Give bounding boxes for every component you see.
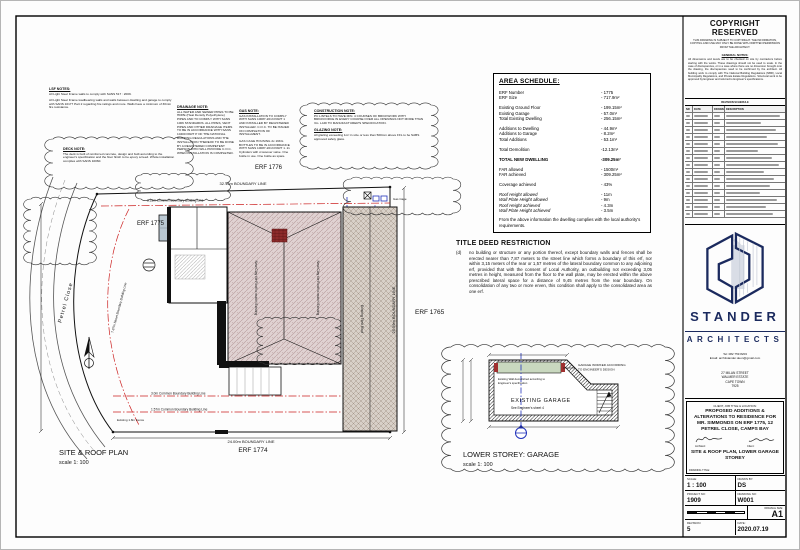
- drawing-title-label: DRAWING TITLE:: [689, 469, 710, 472]
- slab-end-left: [494, 363, 498, 372]
- glazing-note-body: All glazing exceeding 1m² in size or less than 500mm above FFL to be SABS approved safety glass.: [314, 132, 420, 141]
- drainage-note-title: DRAINAGE NOTE:: [177, 105, 209, 109]
- field-scale: [685, 476, 736, 490]
- revision-row: [685, 183, 785, 190]
- project-no-value: 1909: [687, 496, 701, 504]
- revision-header-nr: NR: [685, 106, 693, 112]
- revision-row: [685, 120, 785, 127]
- deck-note-body: The deck is built of reinforced concrete, design and built according to the engineer's specification and the floor finish to be epoxy screed. Whole installation complies with SANS 10060.: [63, 151, 175, 164]
- revision-header-date: DATE: [693, 106, 713, 112]
- revision-row: [685, 211, 785, 218]
- area-schedule-row: Total Existing Dwelling - 256.15m²: [499, 116, 622, 122]
- area-schedule: [493, 73, 651, 233]
- area-schedule-row: Existing Garage - 57.0m²: [499, 110, 617, 116]
- field-original-size: [748, 506, 785, 519]
- boundary-top-label: 32.13m BOUNDARY LINE: [219, 181, 267, 186]
- contact-tel: Tel: 082 759 8203: [723, 352, 747, 356]
- drainage-note-body: ALL WATER AND SEWER PIPES TO BE HDPE (Heat Density Polyethylene) PIPES AND TO COMPLY WITH SANS 1006 STANDARDS. ALL PIPES, VENT PIPES AND OTHER DRAINAGE ITEMS TO BE IN ACCORDANCE WITH SANS 10400 PART P OF THE NATIONAL BUILDING REGULATIONS AND THE INSTALLATION THEREOF TO BE DONE BY A REGISTERED COMPETENT PERSON WHO WILL PROVIDE C.O.C. WHEN INSTALLATION IS COMPLETED.: [177, 109, 234, 156]
- scale-value: 1 : 100: [687, 481, 707, 489]
- area-schedule-row: Additions to Dwelling - 44.9m²: [499, 126, 617, 132]
- area-schedule-row: Additions to Garage - 8.2m²: [499, 131, 615, 137]
- area-schedule-row: Existing Ground Floor - 199.15m²: [499, 105, 622, 111]
- date-value: 2020.07.19: [737, 525, 769, 533]
- garage-plan: [442, 345, 675, 472]
- gas-note-title: GAS NOTE:: [239, 109, 259, 113]
- client-text: PROPOSED ADDITIONS & ALTERATIONS TO RESIDENCE FOR MR. SIMMONDS ON ERF 1775, 12 PETREL CLOSE, CAMPS BAY: [693, 408, 777, 432]
- project-no-label: PROJECT NO:: [687, 492, 706, 496]
- deck-note-title: DECK NOTE:: [63, 147, 86, 151]
- address-line-1: 27 MILAN STREET: [721, 371, 749, 375]
- area-schedule-row: Roof Height achieved - 4.3m: [499, 202, 614, 208]
- lsf-notes-p2: All Light Steel Frame loadbearing walls and walls between dwelling and garage to comply with SANS 10177 Part 2 regarding fire ratings and more. Walls have a minimum of 30min fire resistance.: [49, 97, 172, 110]
- area-schedule-row: FAR achieved - 309.25m²: [499, 171, 622, 177]
- title-deed-title: TITLE DEED RESTRICTION: [456, 240, 551, 247]
- revision-row: [685, 127, 785, 134]
- firm-subtitle: ARCHITECTS: [685, 331, 785, 345]
- field-project-no: [685, 491, 736, 505]
- title-deed-item: (d): [456, 250, 462, 255]
- signature-client: [747, 434, 775, 448]
- revision-row: [685, 197, 785, 204]
- gas-note-p1: GAS INSTALLATION TO COMPLY WITH SANS 10087-2013 PART 1 AND INSTALLED BY REGISTERED INSTALLER. C.O.C. TO BE ISSUED ON COMPLETION OF INSTALLMENT.: [239, 113, 290, 137]
- field-drawn-by: [736, 476, 786, 490]
- architect-logo: [685, 225, 785, 311]
- erf-site-label: ERF 1775: [137, 221, 165, 227]
- gas-note-p2: GAS CAGE HOUSING 2x 19KG BOTTLES TO BE IN ACCORDANCE WITH SANS 10087-2013 PART 1. 2x Cylinders with crossover valve. One bottle in use. One bottle as spare.: [239, 138, 290, 158]
- copyright-small: THIS DRAWING IS SUBJECT TO COPYRIGHT. THE INFORMATION, COPYING AND USE MAY ONLY BE DONE WITH WRITTEN PERMISSION FROM THE ARCHITECT.: [689, 39, 781, 49]
- drawing-no-value: W001: [737, 496, 754, 504]
- drainage-note: [177, 105, 234, 159]
- construction-glazing-notes: [314, 109, 424, 144]
- area-schedule-row: Total Demolition -12.13m²: [499, 146, 619, 152]
- brick-patch: [272, 229, 287, 242]
- area-schedule-row: FAR allowed - 1500m²: [499, 166, 619, 172]
- signature-architect: [695, 434, 723, 448]
- boundary-right-label: 25.59m BOUNDARY LINE: [391, 286, 396, 334]
- drawn-by-label: DRAWN BY:: [737, 477, 754, 481]
- drawn-by-value: DS: [737, 481, 747, 489]
- titleblock-fields: [685, 476, 785, 536]
- revision-schedule: [685, 99, 785, 225]
- revision-row: [685, 155, 785, 162]
- building-line-157-label: 1.57m Common Boundary Building Line: [151, 407, 208, 412]
- revision-row: [685, 134, 785, 141]
- revision-row: [685, 162, 785, 169]
- site-plan: [24, 165, 461, 466]
- existing-roof: [343, 207, 397, 431]
- fence-label: Existing 1.8m Fence: [117, 418, 145, 422]
- area-schedule-row: Wall Plate Height allowed - 9m: [499, 197, 610, 203]
- slab-end-right: [561, 363, 565, 372]
- street-label: Petrel Close: [57, 281, 75, 324]
- architect-signature-label: Architect:: [695, 444, 706, 448]
- drawing-no-label: DRAWING NO:: [737, 492, 757, 496]
- sheet-linework: [1, 1, 800, 550]
- erf-bottom-label: ERF 1774: [238, 447, 268, 454]
- area-schedule-row: Wall Plate Height achieved - 3.5m: [499, 208, 614, 213]
- lsf-notes: [49, 87, 173, 113]
- architect-signature-scribble: [695, 434, 723, 444]
- area-schedule-title: AREA SCHEDULE:: [499, 78, 560, 85]
- garage-room-label: EXISTING GARAGE: [511, 398, 571, 404]
- client-signature-label: Client:: [747, 444, 755, 448]
- area-schedule-row: ERF Size - 717.9m²: [499, 95, 620, 101]
- building-line-top-label: 3.15m Common Boundary Building Line: [147, 198, 204, 203]
- revision-row: [685, 190, 785, 197]
- boundary-bottom-label: 24.00m BOUNDARY LINE: [227, 439, 275, 444]
- client-signature-scribble: [747, 434, 775, 444]
- area-schedule-row: Coverage achieved - 43%: [499, 181, 613, 187]
- field-revision: [685, 520, 736, 535]
- general-notes-title: GENERAL NOTES:: [721, 52, 749, 57]
- garage-annotation-1: GARAGE WORKED ACCORDING: [578, 363, 626, 367]
- site-plan-title: SITE & ROOF PLAN: [59, 448, 129, 457]
- annex-block: [159, 207, 227, 303]
- copyright-block: [685, 17, 785, 99]
- garage-wall-note-1: Existing Wall demolished according to: [498, 377, 545, 381]
- original-size-value: A1: [771, 509, 783, 519]
- copyright-title: COPYRIGHT RESERVED: [709, 19, 761, 37]
- area-schedule-row: Total Additions - 53.1m²: [499, 136, 617, 142]
- title-deed-text: no building or structure or any portion thereof, except boundary walls and fences shall be erected nearer than 7,87 meters to the street line which forms a boundary of this erf, nor within 3,15 meters of the rear or 1,57 metres of the lateral boundary common to any adjoining erf, provided that with the consent of Local Authority, an outbuilding not exceeding 3,05 metres in height, measured from the floor to the wall plate, may be erected within the above prescribed lateral space for a distance of 9,45 metres from the rear boundary. On consolidation of any two or more erven, this condition shall apply to the consolidated area as one erf.: [469, 250, 652, 294]
- building-line-street-label: 7.87m Street Boundary Building Line: [110, 282, 128, 334]
- deck-note: [63, 147, 175, 166]
- lsf-notes-p1: All Light Steel Frame walls to comply with SANS 517 : 2009.: [49, 91, 132, 96]
- revision-row: [685, 176, 785, 183]
- field-drawing-no: [736, 491, 786, 505]
- revision-row: [685, 141, 785, 148]
- drawing-title: SITE & ROOF PLAN, LOWER GARAGE STOREY: [691, 449, 779, 461]
- garage-scale: scale 1: 100: [463, 462, 493, 468]
- revision-label: REVISION:: [687, 521, 702, 525]
- contact-block: [685, 349, 785, 369]
- garage-new-slab: [497, 362, 561, 373]
- area-schedule-row: Roof Height allowed - 11m: [499, 191, 612, 197]
- garage-room-sub: See Engineer's sheet 4: [511, 406, 544, 410]
- revision-row: [685, 204, 785, 211]
- original-size-label: ORIGINAL SIZE:: [764, 507, 783, 510]
- erf-top-label: ERF 1776: [255, 165, 283, 171]
- revision-row: [685, 113, 785, 120]
- scale-bar: [687, 511, 745, 514]
- north-arrow: [84, 337, 94, 369]
- area-schedule-row: ERF Number - 1775: [499, 90, 614, 95]
- garage-annotation-2: TO ENGINEER'S DESIGN: [578, 367, 615, 372]
- firm-name: STANDER: [690, 309, 780, 324]
- area-schedule-footer: From the above information the dwelling complies with the local authority's requirements.: [499, 217, 641, 228]
- construction-note-title: CONSTRUCTION NOTE:: [314, 109, 356, 113]
- site-plan-scale: scale 1: 100: [59, 460, 89, 466]
- building-line-3m-label: 3.0m Common Boundary Building Line: [151, 391, 206, 396]
- glazing-note-title: GLAZING NOTE:: [314, 128, 343, 133]
- construction-note-body: PC LINTELS TO HAVE MIN. 4 COURSES OF BRICKWORK WITH BRICKFORCE IN EVERY COURSE OVER ALL OPENINGS NOT MORE THAN 3m. LAID TO MANUFACTURER'S SPECIFICATION.: [314, 113, 424, 126]
- gas-cage-label: Gas Cage: [393, 197, 407, 201]
- address-line-4: 7925: [731, 384, 739, 389]
- address-line-3: CAPE TOWN: [725, 379, 745, 384]
- area-schedule-rows: [499, 90, 645, 213]
- roof-label-2: New Clay tile Roof to match Existing: [316, 260, 320, 316]
- existing-roof-label: Existing Tiled Roof: [360, 304, 364, 334]
- client-label: CLIENT, JOB TITLE & LOCATION:: [713, 403, 757, 408]
- revision-row: [685, 169, 785, 176]
- gas-note: [239, 109, 291, 161]
- field-scale-bar: [685, 506, 748, 519]
- garage-wall-note-2: Engineer's specification: [498, 380, 528, 385]
- revision-row: [685, 148, 785, 155]
- revision-header-desc: DESCRIPTION: [726, 107, 744, 111]
- area-schedule-row: TOTAL NEW DWELLING -309.25m²: [499, 156, 621, 162]
- revision-header-row: [685, 106, 785, 113]
- client-block: [685, 400, 785, 476]
- revision-rows: [685, 113, 785, 218]
- revision-schedule-title: REVISION SCHEDULE: [685, 99, 785, 106]
- address-block: [685, 369, 785, 399]
- field-date: [736, 520, 786, 535]
- lsf-notes-title: LSF NOTES:: [49, 87, 71, 91]
- roof-label-1: New Clay tile Roof to match Existing: [254, 260, 258, 316]
- date-label: DATE:: [737, 521, 746, 525]
- title-deed-restriction: [456, 240, 652, 294]
- general-notes-body: All dimensions and levels are to be checked on site by contractors before starting with the works. These drawings should not be used to scale. In the case of discrepancies, or in a case where there are no dimension brought onto the drawing, the discrepancies need to be confirmed by the architect. All building work to comply with The National Building Regulations (NBR), Local Municipality Regulations, and Private Estate Regulations. Structural work to be approved by Engineer and referred to Engineer's specifications.: [688, 58, 782, 82]
- garage-title: LOWER STOREY: GARAGE: [463, 450, 560, 459]
- erf-right-label: ERF 1765: [415, 309, 445, 316]
- manhole: [143, 259, 155, 271]
- address-line-2: WALMER ESTATE: [721, 375, 749, 380]
- scale-label: SCALE:: [687, 477, 697, 481]
- revision-value: 5: [687, 525, 691, 533]
- pool-steps: [229, 367, 281, 395]
- revision-header-drawn: DRAWN: [714, 107, 724, 111]
- stander-logo-mark: [702, 228, 768, 308]
- contact-email: Email: architstander.deon@gmail.com: [709, 356, 761, 361]
